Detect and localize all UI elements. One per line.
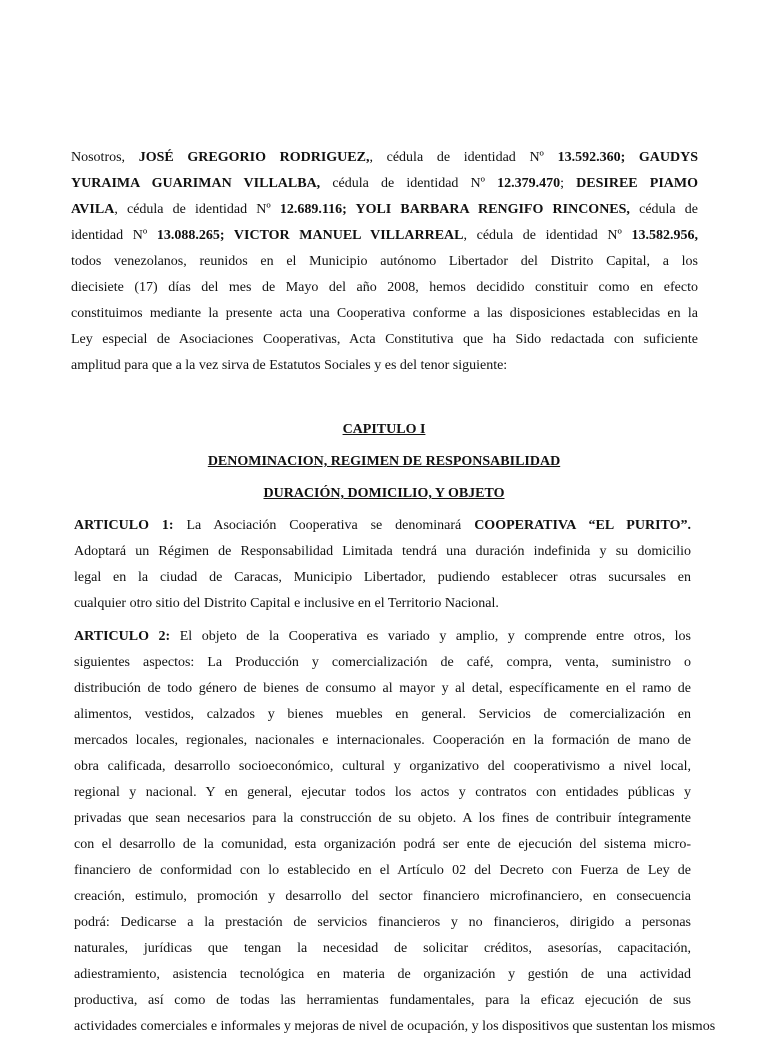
intro-line: amplitud para que a la vez sirva de Estatutos Sociales y es del tenor siguiente: — [71, 358, 508, 373]
article-line: podrá: Dedicarse a la prestación de servicios financieros y no financieros, dirigido a personas — [74, 915, 691, 930]
articulo-2 — [74, 624, 716, 1040]
article-line: alimentos, vestidos, calzados y bienes muebles en general. Servicios de comercialización en — [74, 707, 691, 722]
article-line: productiva, así como de todas las herramientas fundamentales, para la eficaz ejecución de sus — [74, 993, 691, 1008]
article-line: mercados locales, regionales, nacionales e internacionales. Cooperación en la formación de mano de — [74, 733, 691, 748]
intro-paragraph — [71, 145, 698, 379]
chapter-title: CAPITULO I — [342, 422, 426, 437]
article-line: creación, estimulo, promoción y desarrollo del sector financiero microfinanciero, en consecuencia — [74, 889, 691, 904]
article-line: privadas que sean necesarios para la construcción de su objeto. A los fines de contribuir íntegramente — [74, 811, 691, 826]
article-line: legal en la ciudad de Caracas, Municipio Libertador, pudiendo establecer otras sucursales en — [74, 570, 691, 585]
article-line: naturales, jurídicas que tengan la necesidad de solicitar créditos, asesorías, capacitación, — [74, 941, 691, 956]
intro-line: YURAIMA GUARIMAN VILLALBA, cédula de identidad Nº 12.379.470; DESIREE PIAMO — [71, 176, 698, 191]
article-line: ARTICULO 1: La Asociación Cooperativa se denominará COOPERATIVA “EL PURITO”. — [74, 518, 692, 533]
intro-line: diecisiete (17) días del mes de Mayo del año 2008, hemos decidido constituir como en efecto — [71, 280, 698, 295]
chapter-subtitle: DENOMINACION, REGIMEN DE RESPONSABILIDAD — [207, 454, 561, 469]
article-line: actividades comerciales e informales y mejoras de nivel de ocupación, y los dispositivos que sustentan los mismos — [74, 1019, 716, 1034]
article-line: regional y nacional. Y en general, ejecutar todos los actos y contratos con entidades públicas y — [74, 785, 691, 800]
article-line: adiestramiento, asistencia tecnológica en materia de organización y gestión de una actividad — [74, 967, 691, 982]
intro-line: todos venezolanos, reunidos en el Municipio autónomo Libertador del Distrito Capital, a los — [71, 254, 698, 269]
intro-line: identidad Nº 13.088.265; VICTOR MANUEL VILLARREAL, cédula de identidad Nº 13.582.956, — [71, 228, 698, 243]
article-label: ARTICULO 2: — [74, 629, 171, 644]
articulo-1 — [74, 513, 691, 617]
intro-line: AVILA, cédula de identidad Nº 12.689.116; YOLI BARBARA RENGIFO RINCONES, cédula de — [71, 202, 699, 217]
article-line: financiero de conformidad con lo establecido en el Artículo 02 del Decreto con Fuerza de Ley de — [74, 863, 691, 878]
article-label: ARTICULO 1: — [74, 518, 174, 533]
article-line: cualquier otro sitio del Distrito Capital e inclusive en el Territorio Nacional. — [74, 596, 499, 611]
chapter-subtitle: DURACIÓN, DOMICILIO, Y OBJETO — [263, 486, 505, 501]
article-line: ARTICULO 2: El objeto de la Cooperativa es variado y amplio, y comprende entre otros, los — [74, 629, 691, 644]
article-line: Adoptará un Régimen de Responsabilidad Limitada tendrá una duración indefinida y su domicilio — [74, 544, 691, 559]
intro-line: constituimos mediante la presente acta una Cooperativa conforme a las disposiciones establecidas en la — [71, 306, 698, 321]
article-line: siguientes aspectos: La Producción y comercialización de café, compra, venta, suministro o — [74, 655, 691, 670]
intro-line: Ley especial de Asociaciones Cooperativas, Acta Constitutiva que ha Sido redactada con suficiente — [71, 332, 698, 347]
intro-line: Nosotros, JOSÉ GREGORIO RODRIGUEZ,, cédula de identidad Nº 13.592.360; GAUDYS — [71, 150, 698, 165]
article-line: obra calificada, desarrollo socioeconómico, cultural y organizativo del cooperativismo a nivel local, — [74, 759, 691, 774]
article-line: distribución de todo género de bienes de consumo al mayor y al detal, específicamente en el ramo de — [74, 681, 691, 696]
article-line: con el desarrollo de la comunidad, esta organización podrá ser ente de ejecución del sistema micro- — [74, 837, 691, 852]
